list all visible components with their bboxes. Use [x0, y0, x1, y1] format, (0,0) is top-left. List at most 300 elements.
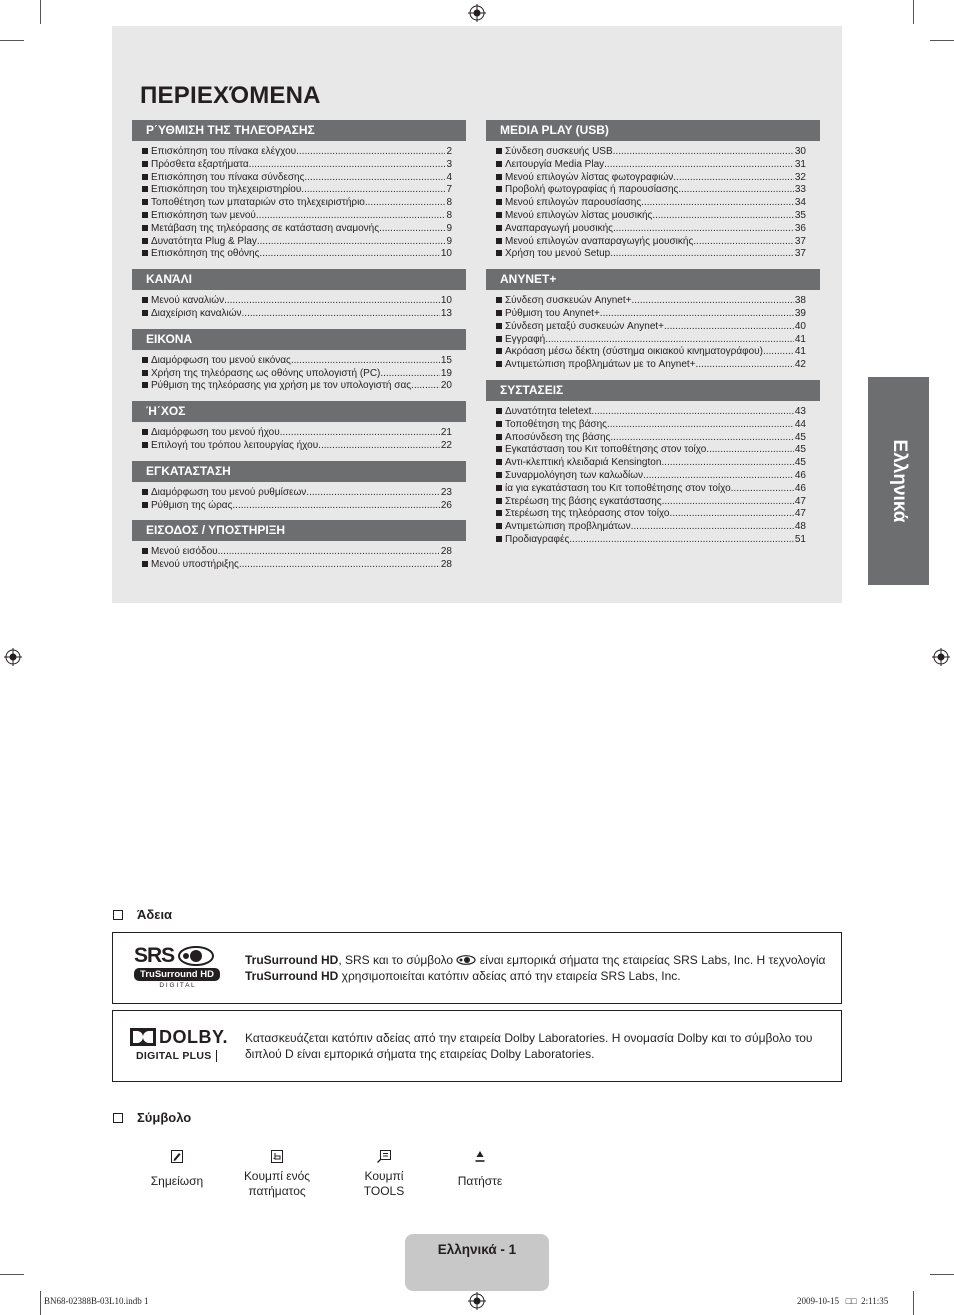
toc-entry-page: 32	[794, 171, 806, 183]
dot-leader	[218, 546, 440, 559]
toc-entry-page: 9	[446, 222, 452, 234]
square-bullet-icon	[142, 442, 148, 448]
toc-entry-page: 37	[794, 235, 806, 247]
toc-entry[interactable]	[496, 534, 806, 547]
toc-entry-label: Ρύθμιση του Anynet+	[505, 307, 600, 319]
toc-entry-page: 2	[446, 146, 452, 157]
toc-entry-page: 41	[794, 346, 806, 358]
toc-entry-label: Δυνατότητα Plug & Play	[151, 235, 257, 247]
toc-entry-label: Μενού εισόδου	[151, 546, 218, 558]
toc-entry-label: Μενού υποστήριξης	[151, 559, 239, 571]
toc-right-column	[486, 120, 820, 555]
square-bullet-icon	[496, 523, 502, 529]
toc-entry-label: Επισκόπηση του πίνακα σύνδεσης	[151, 171, 305, 183]
crop-mark	[40, 0, 41, 24]
toc-entry[interactable]	[496, 419, 806, 432]
toc-entry-label: Επιλογή του τρόπου λειτουργίας ήχου	[151, 439, 319, 451]
toc-section	[486, 120, 820, 261]
dot-leader	[610, 432, 794, 445]
square-bullet-icon	[496, 472, 502, 478]
toc-section-heading: ΕΙΚΟΝΑ	[132, 329, 466, 350]
toc-entry-label: Μενού επιλογών αναπαραγωγής μουσικής	[505, 235, 694, 247]
toc-entry[interactable]	[496, 406, 806, 419]
dot-leader	[242, 308, 440, 321]
toc-section-heading: Ή΄ΧΟΣ	[132, 401, 466, 422]
toc-entry-label: Εγκατάσταση του Κιτ τοποθέτησης στον τοίχο	[505, 444, 707, 456]
symbol-note: Σημείωση	[140, 1150, 214, 1189]
srs-logo: SRS TruSurround HD D I G I T A L	[134, 945, 222, 989]
toc-entry-page: 35	[794, 209, 806, 221]
toc-entry-label: Μενού επιλογών παρουσίασης	[505, 197, 642, 209]
square-bullet-icon	[496, 459, 502, 465]
toc-section-items	[132, 141, 452, 261]
toc-entry-page: 19	[440, 367, 452, 379]
toc-entry-label: Χρήση του μενού Setup	[505, 248, 611, 260]
square-bullet-icon	[496, 434, 502, 440]
toc-entry-page: 26	[440, 499, 452, 511]
registration-mark-icon	[468, 1292, 486, 1310]
square-bullet-icon	[496, 199, 502, 205]
toc-entry[interactable]	[142, 236, 452, 249]
toc-section-items	[132, 541, 452, 572]
toc-entry-page: 47	[794, 495, 806, 507]
toc-entry-label: Στερέωση της βάσης εγκατάστασης	[505, 495, 662, 507]
square-bullet-icon	[496, 238, 502, 244]
press-icon	[475, 1150, 485, 1163]
footer-date: 2009-10-15 □□ 2:11:35	[797, 1296, 889, 1306]
toc-entry-page: 40	[794, 320, 806, 332]
toc-entry[interactable]	[496, 295, 806, 308]
language-tab-label: Ελληνικά	[888, 439, 910, 523]
crop-mark	[930, 40, 954, 41]
toc-entry-label: Σύνδεση συσκευών Anynet+	[505, 295, 632, 307]
dot-leader	[259, 248, 439, 261]
toc-entry[interactable]	[142, 146, 452, 159]
toc-entry[interactable]	[496, 521, 806, 534]
toc-entry-label: Στερέωση της τηλεόρασης στον τοίχο	[505, 508, 670, 520]
srs-symbol-icon	[456, 955, 476, 965]
toc-entry-page: 21	[440, 427, 452, 439]
toc-section	[132, 120, 466, 261]
square-bullet-icon	[142, 238, 148, 244]
toc-entry[interactable]	[142, 184, 452, 197]
toc-entry-label: Επισκόπηση της οθόνης	[151, 248, 260, 260]
page-number-label: Ελληνικά - 1	[437, 1242, 517, 1257]
symbol-press: Πατήστε	[448, 1150, 512, 1189]
toc-section-heading: MEDIA PLAY (USB)	[486, 120, 820, 141]
dot-leader	[661, 457, 793, 470]
toc-section-items	[132, 422, 452, 453]
dot-leader	[256, 210, 446, 223]
dot-leader	[545, 334, 794, 347]
dot-leader	[239, 559, 440, 572]
toc-entry-label: Αναπαραγωγή μουσικής	[505, 222, 613, 234]
toc-entry-label: Ρύθμιση της τηλεόρασης για χρήση με τον υπολογιστή σας	[151, 380, 412, 392]
toc-section-items	[486, 401, 806, 547]
toc-entry-page: 9	[446, 235, 452, 247]
square-bullet-icon	[496, 250, 502, 256]
toc-entry-label: Αντι-κλεπτική κλειδαριά Kensington	[505, 457, 662, 469]
square-bullet-icon	[142, 174, 148, 180]
toc-entry-label: Διαμόρφωση του μενού ήχου	[151, 427, 280, 439]
square-bullet-icon	[496, 498, 502, 504]
toc-section	[132, 520, 466, 572]
toc-entry-page: 38	[794, 295, 806, 307]
toc-entry-page: 3	[446, 158, 452, 170]
crop-mark	[0, 1274, 24, 1275]
toc-entry-page: 10	[440, 248, 452, 260]
toc-section-heading: Ρ΄ΥΘΜΙΣΗ ΤΗΣ ΤΗΛΕΌΡΑΣΗΣ	[132, 120, 466, 141]
toc-entry-page: 34	[794, 197, 806, 209]
square-bullet-icon	[142, 382, 148, 388]
toc-entry-page: 13	[440, 307, 452, 319]
toc-entry-page: 45	[794, 431, 806, 443]
dolby-divider	[216, 1050, 217, 1062]
toc-entry-page: 45	[794, 444, 806, 456]
toc-entry-page: 8	[446, 209, 452, 221]
toc-section-items	[486, 141, 806, 261]
toc-entry-page: 30	[794, 146, 806, 157]
square-bullet-icon	[142, 370, 148, 376]
language-side-tab	[868, 377, 929, 585]
toc-entry-page: 28	[440, 559, 452, 571]
toc-entry-page: 43	[794, 405, 806, 417]
registration-mark-icon	[468, 4, 486, 22]
dot-leader	[591, 406, 793, 419]
square-bullet-icon	[496, 174, 502, 180]
toc-entry-label: Σύνδεση μεταξύ συσκευών Anynet+	[505, 320, 665, 332]
crop-mark	[0, 40, 24, 41]
toc-section-items	[132, 482, 452, 513]
toc-entry[interactable]	[496, 508, 806, 521]
toc-entry[interactable]	[496, 359, 806, 372]
toc-entry-page: 10	[440, 295, 452, 307]
dot-leader	[291, 355, 440, 368]
dot-leader	[604, 159, 794, 172]
toc-entry-label: Ακρόαση μέσω δέκτη (σύστημα οικιακού κινηματογράφου)	[505, 346, 763, 358]
square-bullet-icon	[142, 225, 148, 231]
page-number-tab	[405, 1234, 549, 1291]
toc-entry-label: Μενού επιλογών λίστας φωτογραφιών	[505, 171, 674, 183]
dot-leader	[631, 521, 794, 534]
dot-leader	[318, 440, 440, 453]
toc-section-heading: ΕΙΣΟΔΟΣ / ΥΠΟΣΤΗΡΙΞΗ	[132, 520, 466, 541]
toc-entry-page: 36	[794, 222, 806, 234]
toc-entry-label: Προδιαγραφές	[505, 533, 570, 545]
tools-button-icon	[377, 1150, 391, 1163]
toc-entry[interactable]	[496, 308, 806, 321]
dot-leader	[304, 172, 445, 185]
symbols-heading	[113, 1110, 191, 1125]
dot-leader	[249, 159, 446, 172]
dot-leader	[613, 223, 794, 236]
toc-entry-label: Επισκόπηση του πίνακα ελέγχου	[151, 146, 297, 157]
toc-entry-page: 31	[794, 158, 806, 170]
toc-entry-page: 8	[446, 197, 452, 209]
toc-section-heading: ΕΓΚΑΤΑΣΤΑΣΗ	[132, 461, 466, 482]
toc-entry-label: Μενού καναλιών	[151, 295, 225, 307]
square-bullet-icon	[496, 310, 502, 316]
dot-leader	[380, 368, 440, 381]
dot-leader	[224, 295, 440, 308]
toc-entry[interactable]	[142, 159, 452, 172]
dot-leader	[696, 359, 794, 372]
page-title: ΠΕΡΙΕΧΌΜΕΝΑ	[140, 82, 321, 109]
toc-section-heading: ΣΥΣΤΑΣΕΙΣ	[486, 380, 820, 401]
toc-entry-page: 33	[794, 184, 806, 196]
dot-leader	[662, 496, 794, 509]
dot-leader	[678, 184, 794, 197]
dot-leader	[669, 508, 793, 521]
square-bullet-icon	[496, 348, 502, 354]
toc-entry-label: Τοποθέτηση της βάσης	[505, 418, 607, 430]
toc-entry-page: 48	[794, 521, 806, 533]
toc-left-column	[132, 120, 466, 580]
square-bullet-icon	[142, 502, 148, 508]
square-bullet-icon	[496, 408, 502, 414]
toc-entry-page: 51	[794, 533, 806, 545]
square-bullet-icon	[496, 336, 502, 342]
toc-entry-label: Αντιμετώπιση προβλημάτων	[505, 521, 631, 533]
toc-entry[interactable]	[142, 197, 452, 210]
toc-entry[interactable]	[496, 321, 806, 334]
toc-section-items	[486, 290, 806, 372]
symbol-one-touch-button: Κουμπί ενός πατήματος	[236, 1150, 318, 1199]
square-bullet-icon	[496, 421, 502, 427]
toc-entry[interactable]	[496, 146, 806, 159]
toc-entry-label: Προβολή φωτογραφίας ή παρουσίασης	[505, 184, 679, 196]
toc-entry-page: 20	[440, 380, 452, 392]
one-touch-button-icon	[271, 1150, 283, 1163]
square-bullet-icon	[142, 489, 148, 495]
toc-section-items	[132, 290, 452, 321]
toc-entry[interactable]	[496, 248, 806, 261]
toc-entry[interactable]	[496, 184, 806, 197]
toc-entry[interactable]	[142, 368, 452, 381]
toc-entry[interactable]	[496, 197, 806, 210]
toc-entry[interactable]	[142, 380, 452, 393]
square-bullet-icon	[496, 361, 502, 367]
toc-entry-page: 7	[446, 184, 452, 196]
square-bullet-icon	[496, 536, 502, 542]
square-bullet-icon	[142, 186, 148, 192]
registration-mark-icon	[4, 648, 22, 666]
square-bullet-icon	[496, 297, 502, 303]
dot-leader	[673, 172, 794, 185]
toc-entry[interactable]	[496, 236, 806, 249]
toc-entry-page: 23	[440, 486, 452, 498]
square-bullet-icon	[142, 250, 148, 256]
toc-entry-label: Πρόσθετα εξαρτήματα	[151, 158, 249, 170]
toc-entry-page: 42	[794, 359, 806, 371]
toc-entry-label: Διαμόρφωση του μενού ρυθμίσεων	[151, 486, 307, 498]
toc-entry-page: 15	[440, 354, 452, 366]
toc-entry[interactable]	[142, 295, 452, 308]
toc-section-heading: ANYNET+	[486, 269, 820, 290]
toc-entry[interactable]	[496, 223, 806, 236]
license-heading	[113, 907, 172, 922]
toc-entry-label: Σύνδεση συσκευής USB	[505, 146, 613, 157]
square-bullet-icon	[496, 510, 502, 516]
toc-section	[486, 269, 820, 372]
dot-leader	[306, 487, 440, 500]
dot-leader	[693, 236, 794, 249]
toc-entry[interactable]	[496, 470, 806, 483]
srs-license-text: TruSurround HD, SRS και το σύμβολο είναι εμπορικά σήματα της εταιρείας SRS Labs, Inc. Η τεχνολογία TruSurround HD χρησιμοποιείται κατόπιν αδείας από την εταιρεία SRS Labs, Inc.	[245, 953, 826, 983]
toc-section-heading: ΚΑΝΆΛΙ	[132, 269, 466, 290]
symbols-heading-text: Σύμβολο	[137, 1110, 192, 1125]
toc-entry-page: 22	[440, 439, 452, 451]
toc-entry[interactable]	[496, 496, 806, 509]
toc-entry[interactable]	[496, 444, 806, 457]
toc-entry-page: 39	[794, 307, 806, 319]
toc-entry[interactable]	[142, 248, 452, 261]
square-bullet-icon	[496, 148, 502, 154]
dot-leader	[643, 470, 794, 483]
toc-section	[132, 329, 466, 393]
toc-entry[interactable]	[496, 210, 806, 223]
square-bullet-icon	[142, 310, 148, 316]
dot-leader	[613, 146, 794, 159]
note-icon	[171, 1150, 183, 1163]
toc-section	[132, 401, 466, 453]
toc-entry-label: Λειτουργία Media Play	[505, 158, 605, 170]
square-bullet-icon	[496, 485, 502, 491]
srs-circle-icon	[177, 946, 215, 966]
toc-entry-label: Συναρμολόγηση των καλωδίων	[505, 469, 644, 481]
dot-leader	[411, 380, 440, 393]
dot-leader	[296, 146, 445, 159]
toc-entry-label: Μετάβαση της τηλεόρασης σε κατάσταση αναμονής	[151, 222, 380, 234]
toc-entry[interactable]	[496, 346, 806, 359]
dolby-license-text: Κατασκευάζεται κατόπιν αδείας από την εταιρεία Dolby Laboratories. Η ονομασία Dolby και το σύμβολο του διπλού D είναι εμπορικά σήματα της εταιρείας Dolby Laboratories.	[245, 1031, 813, 1061]
square-bullet-icon	[142, 148, 148, 154]
square-bullet-icon	[142, 429, 148, 435]
toc-entry-page: 46	[794, 469, 806, 481]
toc-entry-page: 44	[794, 418, 806, 430]
toc-entry[interactable]	[142, 172, 452, 185]
toc-entry[interactable]	[496, 159, 806, 172]
toc-entry[interactable]	[496, 432, 806, 445]
toc-entry[interactable]	[142, 355, 452, 368]
toc-entry-label: Εγγραφή	[505, 333, 546, 345]
toc-entry-label: Ρύθμιση της ώρας	[151, 499, 233, 511]
toc-entry-label: Δυνατότητα teletext	[505, 405, 592, 417]
square-bullet-icon	[142, 161, 148, 167]
checkbox-square-icon	[113, 910, 123, 920]
square-bullet-icon	[142, 297, 148, 303]
registration-mark-icon	[932, 648, 950, 666]
toc-entry[interactable]	[142, 210, 452, 223]
crop-mark	[913, 1291, 914, 1315]
toc-entry[interactable]	[496, 334, 806, 347]
symbol-tools-button: Κουμπί TOOLS	[350, 1150, 418, 1199]
toc-entry[interactable]	[142, 223, 452, 236]
toc-entry-label: Τοποθέτηση των μπαταριών στο τηλεχειριστήριο	[151, 197, 365, 209]
dot-leader	[731, 483, 794, 496]
toc-entry[interactable]	[142, 546, 452, 559]
toc-entry-label: Αποσύνδεση της βάσης	[505, 431, 611, 443]
dot-leader	[763, 346, 794, 359]
square-bullet-icon	[142, 561, 148, 567]
toc-entry-label: Διαχείριση καναλιών	[151, 307, 242, 319]
toc-entry[interactable]	[496, 172, 806, 185]
dot-leader	[280, 427, 440, 440]
toc-section	[486, 380, 820, 547]
square-bullet-icon	[142, 212, 148, 218]
square-bullet-icon	[496, 323, 502, 329]
toc-section	[132, 461, 466, 513]
square-bullet-icon	[142, 199, 148, 205]
square-bullet-icon	[142, 548, 148, 554]
dot-leader	[379, 223, 445, 236]
dot-leader	[610, 248, 794, 261]
footer-file-name: BN68-02388B-03L10.indb 1	[44, 1296, 149, 1306]
dot-leader	[664, 321, 794, 334]
dot-leader	[257, 236, 446, 249]
dot-leader	[706, 444, 794, 457]
toc-entry[interactable]	[496, 483, 806, 496]
toc-entry-label: Αντιμετώπιση προβλημάτων με το Anynet+	[505, 359, 696, 371]
dot-leader	[607, 419, 794, 432]
toc-entry-page: 46	[794, 482, 806, 494]
toc-entry[interactable]	[142, 440, 452, 453]
square-bullet-icon	[496, 225, 502, 231]
toc-entry-label: ία για εγκατάσταση του Κιτ τοποθέτησης στον τοίχο	[505, 482, 731, 494]
toc-entry-label: Διαμόρφωση του μενού εικόνας	[151, 354, 291, 366]
toc-entry[interactable]	[142, 427, 452, 440]
toc-section	[132, 269, 466, 321]
crop-mark	[930, 1274, 954, 1275]
toc-entry-label: Χρήση της τηλεόρασης ως οθόνης υπολογιστή (PC)	[151, 367, 381, 379]
toc-entry-page: 28	[440, 546, 452, 558]
toc-section-items	[132, 350, 452, 393]
double-d-icon	[130, 1028, 156, 1046]
checkbox-square-icon	[113, 1113, 123, 1123]
toc-entry[interactable]	[142, 500, 452, 513]
toc-entry-label: Μενού επιλογών λίστας μουσικής	[505, 209, 653, 221]
toc-entry-page: 4	[446, 171, 452, 183]
square-bullet-icon	[496, 212, 502, 218]
square-bullet-icon	[142, 357, 148, 363]
dot-leader	[569, 534, 794, 547]
toc-entry-page: 37	[794, 248, 806, 260]
dot-leader	[301, 184, 445, 197]
toc-entry[interactable]	[142, 487, 452, 500]
dot-leader	[652, 210, 794, 223]
square-bullet-icon	[496, 186, 502, 192]
toc-entry-page: 47	[794, 508, 806, 520]
toc-entry-page: 41	[794, 333, 806, 345]
toc-entry-page: 45	[794, 457, 806, 469]
dot-leader	[365, 197, 446, 210]
dot-leader	[641, 197, 794, 210]
license-heading-text: Άδεια	[137, 907, 173, 922]
square-bullet-icon	[496, 161, 502, 167]
dot-leader	[232, 500, 439, 513]
crop-mark	[913, 0, 914, 24]
dot-leader	[631, 295, 793, 308]
dolby-logo: DOLBY. DIGITAL PLUS	[130, 1028, 230, 1064]
dot-leader	[600, 308, 794, 321]
toc-entry-label: Επισκόπηση των μενού	[151, 209, 256, 221]
square-bullet-icon	[496, 446, 502, 452]
toc-entry[interactable]	[142, 559, 452, 572]
toc-entry[interactable]	[142, 308, 452, 321]
toc-entry[interactable]	[496, 457, 806, 470]
toc-entry-label: Επισκόπηση του τηλεχειριστηρίου	[151, 184, 302, 196]
crop-mark	[40, 1291, 41, 1315]
